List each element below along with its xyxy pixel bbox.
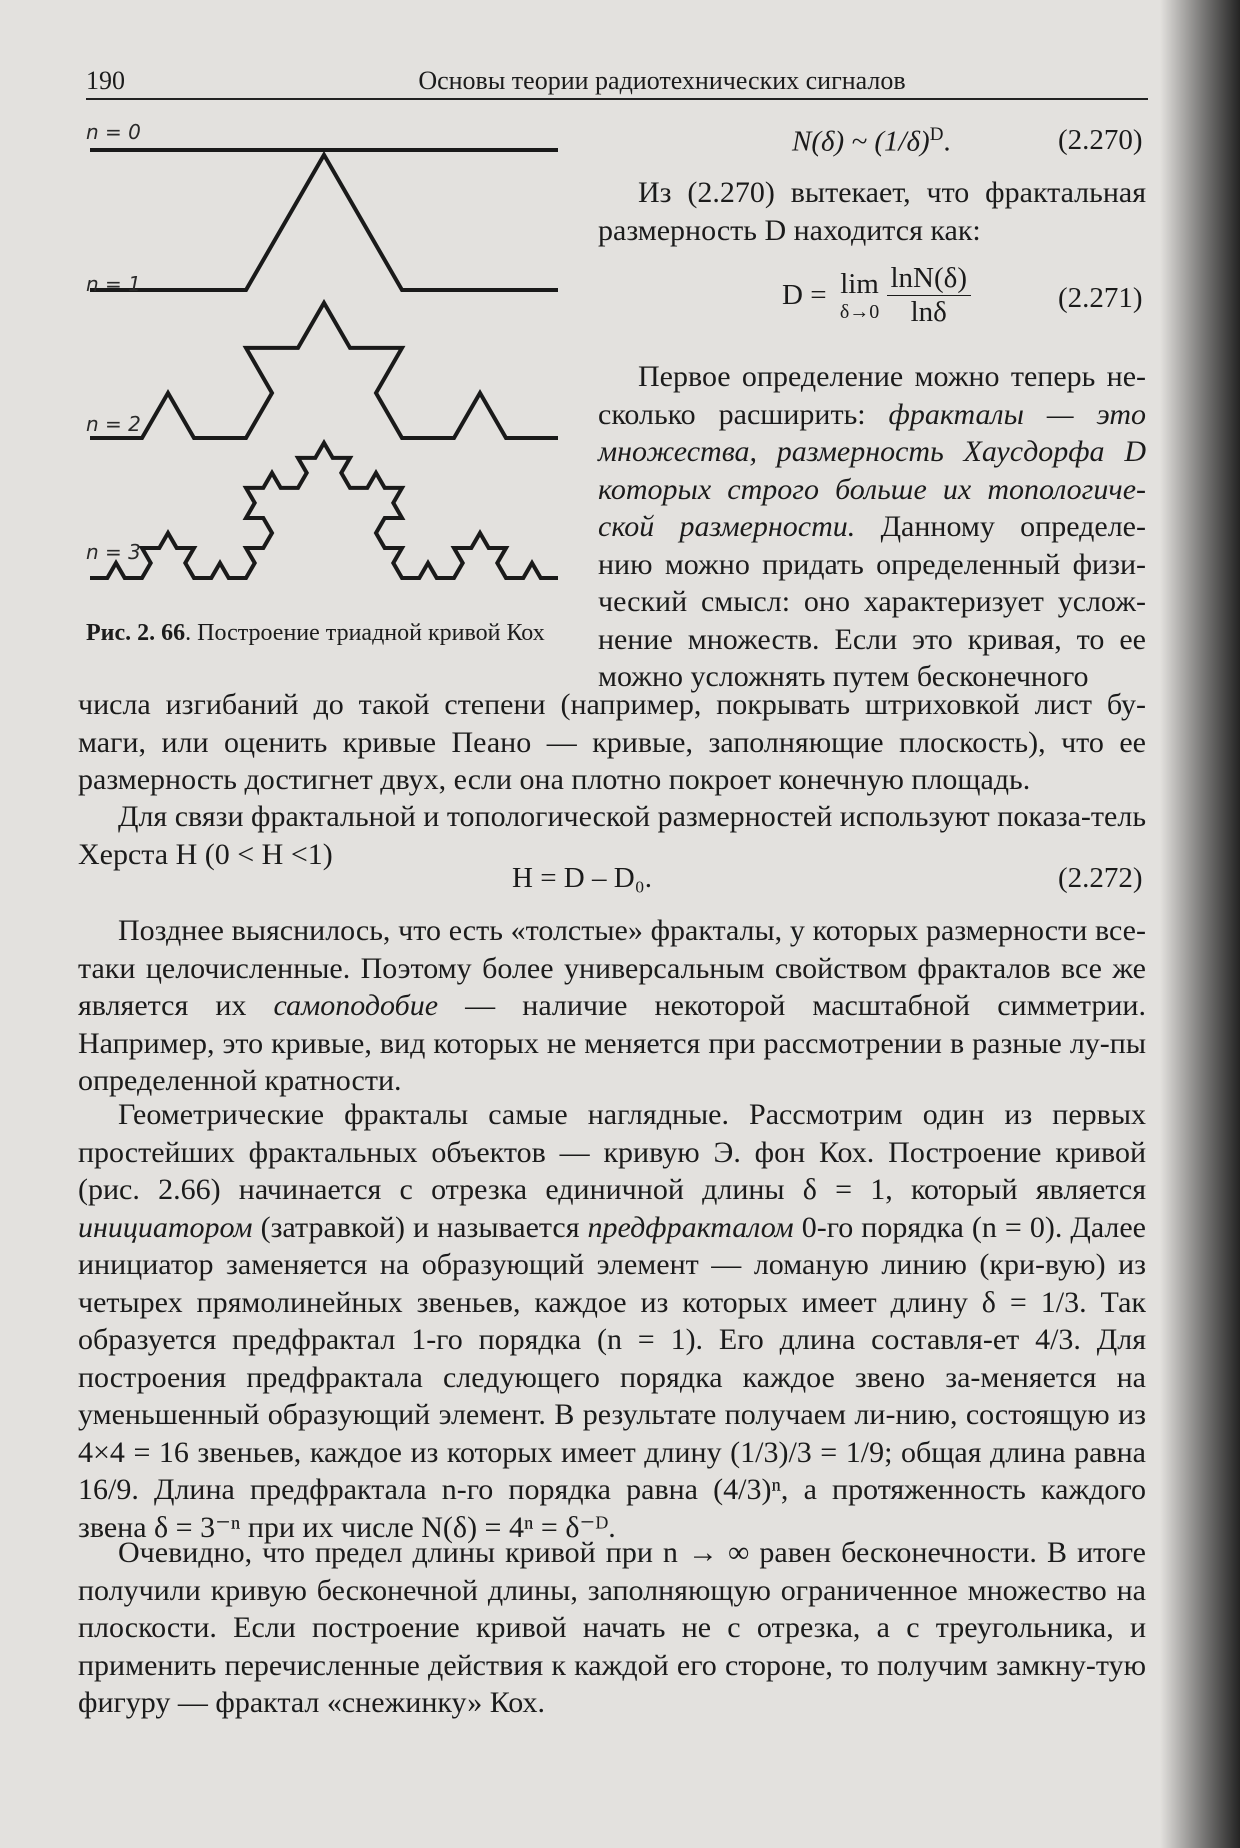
koch-curve-level-1 [90,155,558,290]
koch-curve-level-3 [90,443,558,578]
koch-curve-drawing [84,122,574,622]
paragraph-hurst: Для связи фрактальной и топологической размерностей используют показа-тель Херста H (0 < H <1) [78,800,1146,871]
equation-2-270 [792,124,951,159]
paragraph-dimension-intro: Из (2.270) вытекает, что фрактальная размерность D находится как: [598,176,1146,247]
equation-2-272: H = D – D₀. [512,862,653,894]
p5-part-c: 0-го порядка (n = 0). Далее инициатор заменяется на образующий элемент — ломаную линию (кри-вую) из четырех прямолинейных звеньев, каждое из которых имеет длину δ = 1/3. Так образуется предфрактал 1-го порядка (n = 1). Его длина составля-ет 4/3. Для построения предфрактала следующего порядка каждое звено за-меняется на уменьшенный образующий элемент. В результате получаем ли-нию, состоящую из 4×4 = 16 звеньев, каждое из которых имеет длину (1/3)/3 = 1/9; общая длина равна 16/9. Длина предфрактала n-го порядка равна (4/3)ⁿ, а протяженность каждого звена δ = 3⁻ⁿ при их числе N(δ) = 4ⁿ = δ⁻ᴰ. [78,1210,1146,1544]
p5-emphasis-initiator: инициатором [78,1210,253,1244]
p4-part-a: Позднее выяснилось, что есть «толстые» фракталы, у которых размерности все-таки целочисленные. Поэтому более универсальным свойством фракталов все же является их [78,914,1146,1022]
label-n2: n = 2 [86,412,141,436]
eq270-sup: D [929,124,944,145]
p5-part-a: Геометрические фракталы самые наглядные. Рассмотрим один из первых простейших фрактальных объектов — кривую Э. фон Кох. Построение кривой (рис. 2.66) начинается с отрезка единичной длины δ = 1, который является [78,1098,1146,1206]
p2-part-b: Данному определе-нию можно придать определенный физи-ческий смысл: оно характеризует услож-нение множеств. Если это кривая, то ее можно усложнять путем бесконечного [598,510,1146,693]
equation-2-271 [782,262,971,329]
eq271-limit [840,268,879,324]
koch-curve-level-2 [90,303,558,438]
running-header [86,62,1148,100]
eq271-numerator: lnN(δ) [887,262,971,296]
paragraph-fractal-definition-cont: числа изгибаний до такой степени (например, покрывать штриховкой лист бу-маги, или оценить кривые Пеано — кривые, заполняющие плоскость), что ее размерность достигнет двух, если она плотно покроет конечную площадь. [78,688,1146,796]
label-n3: n = 3 [86,540,141,564]
eq-number-2-271: (2.271) [1058,282,1143,314]
eq-number-2-272: (2.272) [1058,862,1143,894]
eq271-fraction [887,262,971,329]
label-n1: n = 1 [86,272,141,296]
eq271-denominator: lnδ [910,296,947,328]
eq271-lhs: D = [782,279,827,311]
p5-emphasis-prefractal: предфракталом [587,1210,794,1244]
eq271-limsub: δ→0 [839,300,880,323]
page-number: 190 [86,66,125,95]
paragraph-koch-construction [78,1096,1146,1546]
caption-number: Рис. 2. 66 [86,620,186,646]
eq270-text: N(δ) ~ (1/δ) [792,125,930,158]
caption-text: . Построение триадной кривой Кох [185,620,545,646]
paragraph-fractal-definition [598,358,1146,696]
paragraph-self-similarity [78,912,1146,1100]
page-edge-shadow [1160,0,1240,1848]
eq270-tail: . [943,125,951,158]
paragraph-koch-snowflake: Очевидно, что предел длины кривой при n → ∞ равен бесконечности. В итоге получили кривую бесконечной длины, заполняющую ограниченное множество на плоскости. Если построение кривой начать не с отрезка, а с треугольника, и применить перечисленные действия к каждой его стороне, то получим замкну-тую фигуру — фрактал «снежинку» Кох. [78,1536,1146,1719]
p4-emphasis: самоподобие [273,989,439,1022]
eq-number-2-270: (2.270) [1058,124,1143,156]
koch-curve-figure [84,122,574,622]
running-title: Основы теории радиотехнических сигналов [418,66,906,95]
eq271-lim: lim [840,267,879,300]
figure-caption [86,620,586,647]
label-n0: n = 0 [86,120,141,144]
p5-part-b: (затравкой) и называется [252,1210,588,1244]
p2-emphasis: фракталы — это множества, размерность Хаусдорфа D которых строго больше их топологиче-ской размерности. [598,397,1146,543]
p2-part-a: Первое определение можно теперь не-сколько расширить: [598,360,1146,431]
p4-part-b: — наличие некоторой масштабной симметрии. Например, это кривые, вид которых не меняется при рассмотрении в разные лу-пы определенной кратности. [78,989,1146,1097]
